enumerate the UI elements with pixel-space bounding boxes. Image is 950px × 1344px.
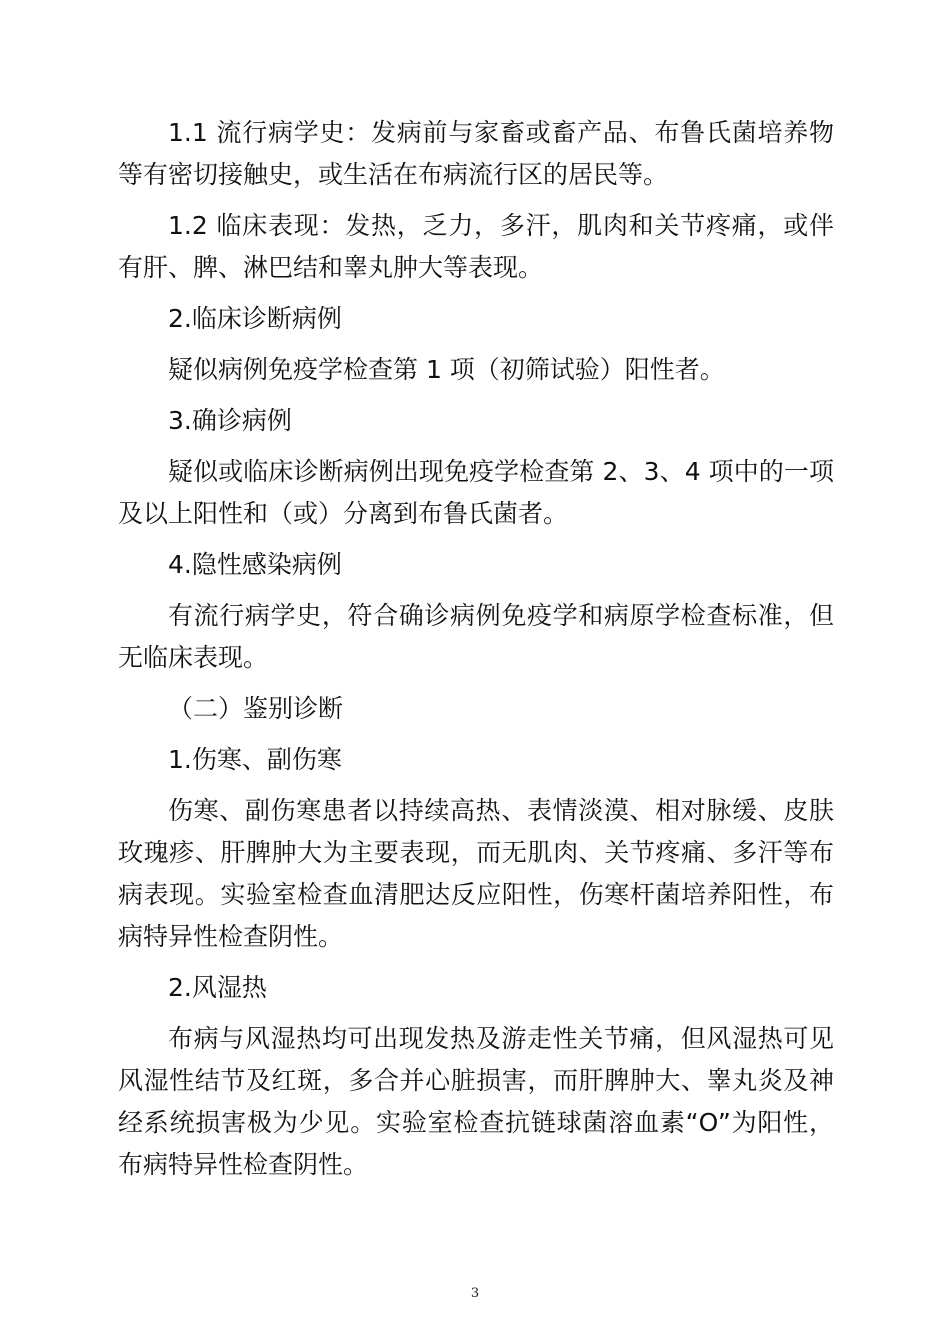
heading-rheumatic-fever: 2.风湿热 [168,973,267,1002]
document-body [118,112,834,1195]
paragraph-typhoid: 伤寒、副伤寒患者以持续高热、表情淡漠、相对脉缓、皮肤玫瑰疹、肝脾肿大为主要表现，而无肌肉、关节疼痛、多汗等布病表现。实验室检查血清肥达反应阳性，伤寒杆菌培养阳性，布病特异性检查阴性。 [118,796,834,951]
paragraph-rheumatic-fever: 布病与风湿热均可出现发热及游走性关节痛，但风湿热可见风湿性结节及红斑，多合并心脏损害，而肝脾肿大、睾丸炎及神经系统损害极为少见。实验室检查抗链球菌溶血素“O”为阳性，布病特异性检查阴性。 [118,1024,834,1179]
heading-confirmed-case: 3.确诊病例 [168,406,292,435]
heading-latent-infection: 4.隐性感染病例 [168,550,342,579]
paragraph-confirmed-case: 疑似或临床诊断病例出现免疫学检查第 2、3、4 项中的一项及以上阳性和（或）分离到布鲁氏菌者。 [118,457,834,528]
heading-differential-diagnosis: （二）鉴别诊断 [168,694,344,723]
paragraph-clinical-diagnosis: 疑似病例免疫学检查第 1 项（初筛试验）阳性者。 [168,355,725,384]
page-number: 3 [470,1286,480,1301]
paragraph-epidemiology-history: 1.1 流行病学史：发病前与家畜或畜产品、布鲁氏菌培养物等有密切接触史，或生活在布病流行区的居民等。 [118,118,834,189]
heading-typhoid: 1.伤寒、副伤寒 [168,745,342,774]
paragraph-latent-infection: 有流行病学史，符合确诊病例免疫学和病原学检查标准，但无临床表现。 [118,601,834,672]
paragraph-clinical-manifestation: 1.2 临床表现：发热，乏力，多汗，肌肉和关节疼痛，或伴有肝、脾、淋巴结和睾丸肿大等表现。 [118,211,834,282]
heading-clinical-diagnosis: 2.临床诊断病例 [168,304,342,333]
